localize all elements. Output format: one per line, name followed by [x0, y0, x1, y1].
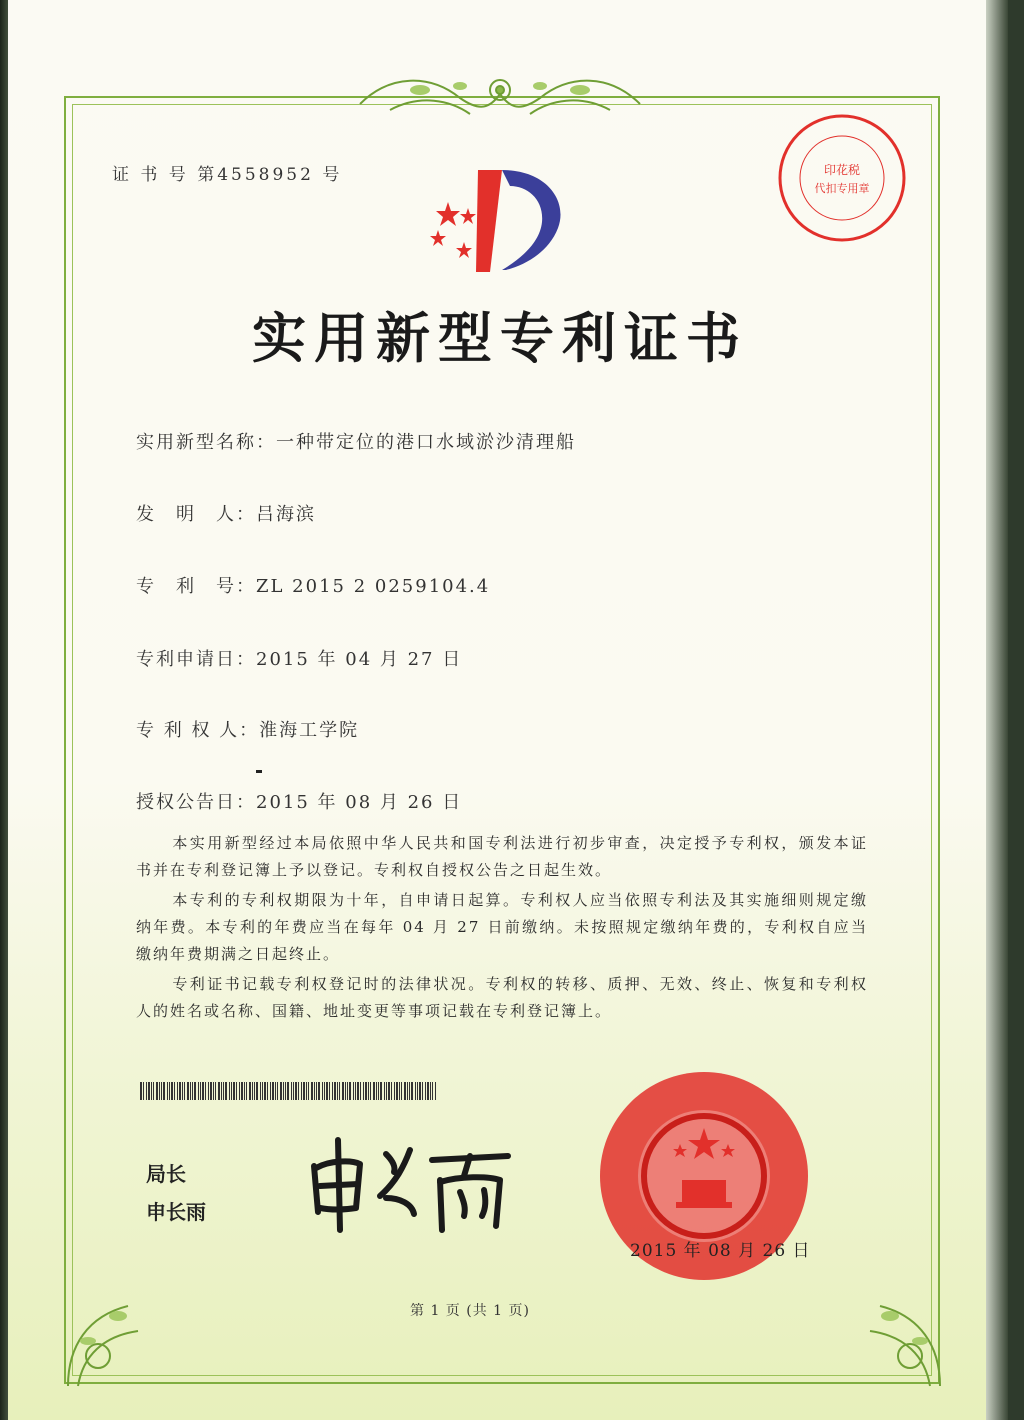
- certificate-title: 实用新型专利证书: [252, 306, 748, 370]
- body-paragraph: [136, 887, 868, 968]
- director-title: 局长: [146, 1162, 186, 1186]
- field-value: 2015 年 08 月 26 日: [256, 792, 463, 813]
- field-value: 2015 年 04 月 27 日: [256, 649, 463, 670]
- field-label: 实用新型名称：: [136, 432, 276, 453]
- svg-text:印花税: 印花税: [823, 163, 861, 177]
- barcode-icon: [140, 1082, 436, 1100]
- body-paragraph: [136, 830, 868, 884]
- field-value: ZL 2015 2 0259104.4: [256, 576, 491, 597]
- seal-date: 2015 年 08 月 26 日: [630, 1241, 811, 1261]
- patent-office-emblem-icon: [418, 162, 578, 282]
- field-grant-date: [136, 788, 462, 814]
- field-label: 专 利 号：: [136, 576, 256, 597]
- field-application-date: [136, 645, 462, 671]
- paragraph-text: 本实用新型经过本局依照中华人民共和国专利法进行初步审查，决定授予专利权，颁发本证书并在专利登记簿上予以登记。专利权自授权公告之日起生效。: [136, 834, 868, 879]
- page-edge-right: [986, 0, 1008, 1420]
- field-value: 吕海滨: [256, 504, 316, 525]
- tax-stamp-icon: [776, 112, 908, 244]
- field-inventor: [136, 500, 316, 526]
- field-label: 专 利 权 人：: [136, 720, 260, 741]
- director-name: 申长雨: [146, 1200, 206, 1224]
- page-number: 第 1 页 (共 1 页): [410, 1303, 530, 1319]
- signature-icon: [300, 1126, 520, 1236]
- field-label: 发 明 人：: [136, 504, 256, 525]
- paragraph-text: 专利证书记载专利权登记时的法律状况。专利权的转移、质押、无效、终止、恢复和专利权人的姓名或名称、国籍、地址变更等事项记载在专利登记簿上。: [136, 975, 868, 1020]
- field-label: 专利申请日：: [136, 649, 256, 670]
- field-value: 一种带定位的港口水域淤沙清理船: [276, 432, 576, 453]
- mark-dash: [256, 770, 262, 773]
- certificate-number: 证 书 号 第4558952 号: [112, 165, 343, 185]
- top-ornament-icon: [350, 64, 650, 128]
- field-patent-owner: [136, 716, 359, 742]
- field-value: 淮海工学院: [259, 720, 360, 741]
- paragraph-text: 本专利的专利权期限为十年，自申请日起算。专利权人应当依照专利法及其实施细则规定缴纳年费。本专利的年费应当在每年 04 月 27 日前缴纳。未按照规定缴纳年费的，专利权自应当缴纳年费期满之日起终止。: [136, 891, 868, 963]
- field-utility-model-name: [136, 428, 576, 454]
- field-patent-number: [136, 572, 490, 598]
- field-label: 授权公告日：: [136, 792, 256, 813]
- body-paragraph: [136, 971, 868, 1025]
- svg-text:代扣专用章: 代扣专用章: [814, 182, 870, 195]
